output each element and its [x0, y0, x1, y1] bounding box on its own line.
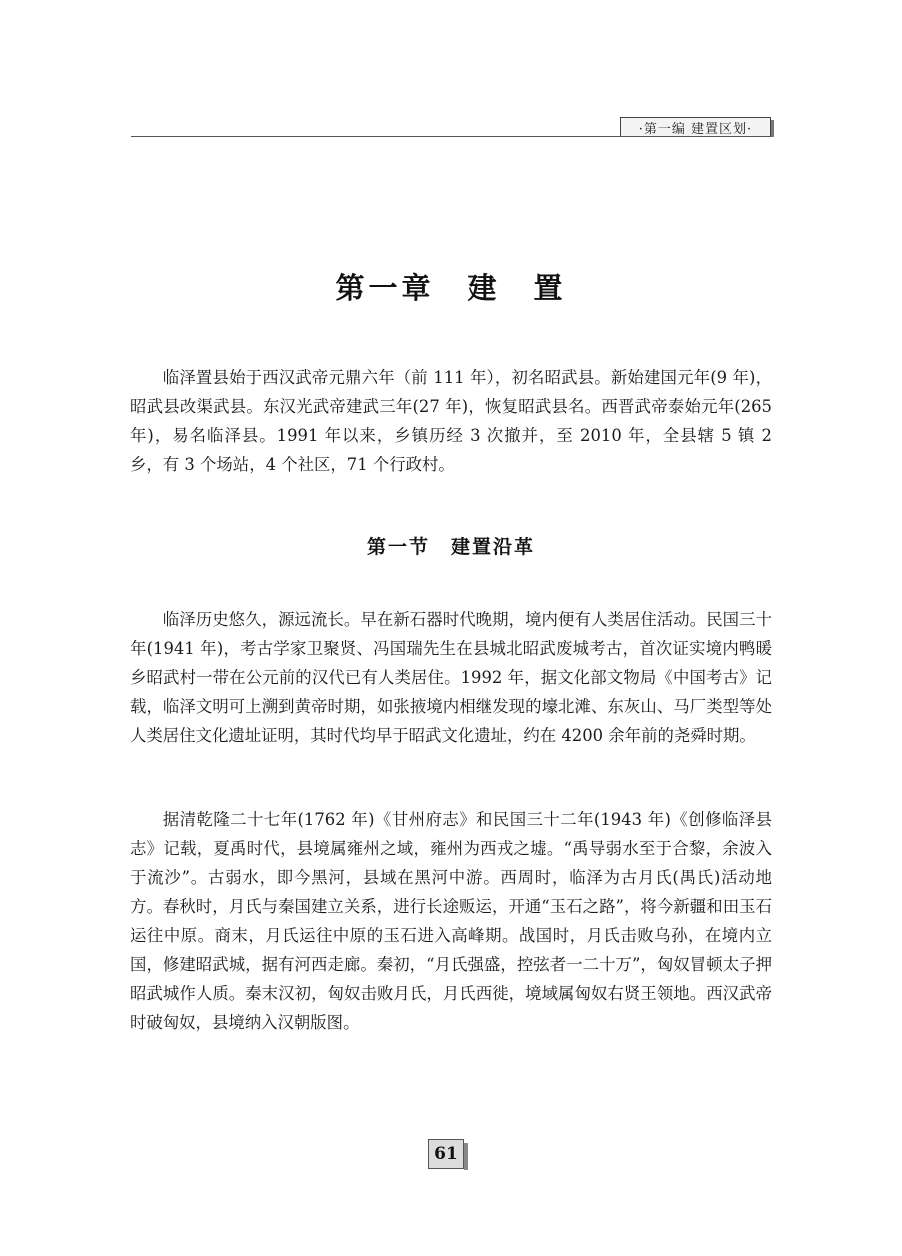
intro-paragraph: 临泽置县始于西汉武帝元鼎六年（前 111 年），初名昭武县。新始建国元年(9 年)，昭武县改渠武县。东汉光武帝建武三年(27 年)，恢复昭武县名。西晋武帝泰始元年(265 年)，易名临泽县。1991 年以来，乡镇历经 3 次撤并，至 2010 年，全县辖 5 镇 2 乡，有 3 个场站，4 个社区，71 个行政村。 [130, 368, 772, 474]
body-paragraph-2: 据清乾隆二十七年(1762 年)《甘州府志》和民国三十二年(1943 年)《创修临泽县志》记载，夏禹时代，县境属雍州之域，雍州为西戎之墟。“禹导弱水至于合黎，余波入于流沙”。古弱水，即今黑河，县域在黑河中游。西周时，临泽为古月氏(禺氏)活动地方。春秋时，月氏与秦国建立关系，进行长途贩运，开通“玉石之路”，将今新疆和田玉石运往中原。商末，月氏运往中原的玉石进入高峰期。战国时，月氏击败乌孙，在境内立国，修建昭武城，据有河西走廊。秦初，“月氏强盛，控弦者一二十万”，匈奴冒顿太子押昭武城作人质。秦末汉初，匈奴击败月氏，月氏西徙，境域属匈奴右贤王领地。西汉武帝时破匈奴，县境纳入汉朝版图。 [130, 810, 772, 1032]
running-header-text: ·第一编 建置区划· [638, 121, 753, 137]
running-header [620, 117, 771, 136]
section-title: 第一节 建置沿革 [366, 536, 535, 558]
chapter-title: 第一章 建 置 [335, 271, 567, 305]
body-paragraph-1: 临泽历史悠久，源远流长。早在新石器时代晚期，境内便有人类居住活动。民国三十年(1941 年)，考古学家卫聚贤、冯国瑞先生在县城北昭武废城考古，首次证实境内鸭暖乡昭武村一带在公元前的汉代已有人类居住。1992 年，据文化部文物局《中国考古》记载，临泽文明可上溯到黄帝时期，如张掖境内相继发现的壕北滩、东灰山、马厂类型等处人类居住文化遗址证明，其时代均早于昭武文化遗址，约在 4200 余年前的尧舜时期。 [130, 610, 772, 745]
page-number [428, 1139, 464, 1169]
page-number-text: 61 [434, 1144, 458, 1164]
